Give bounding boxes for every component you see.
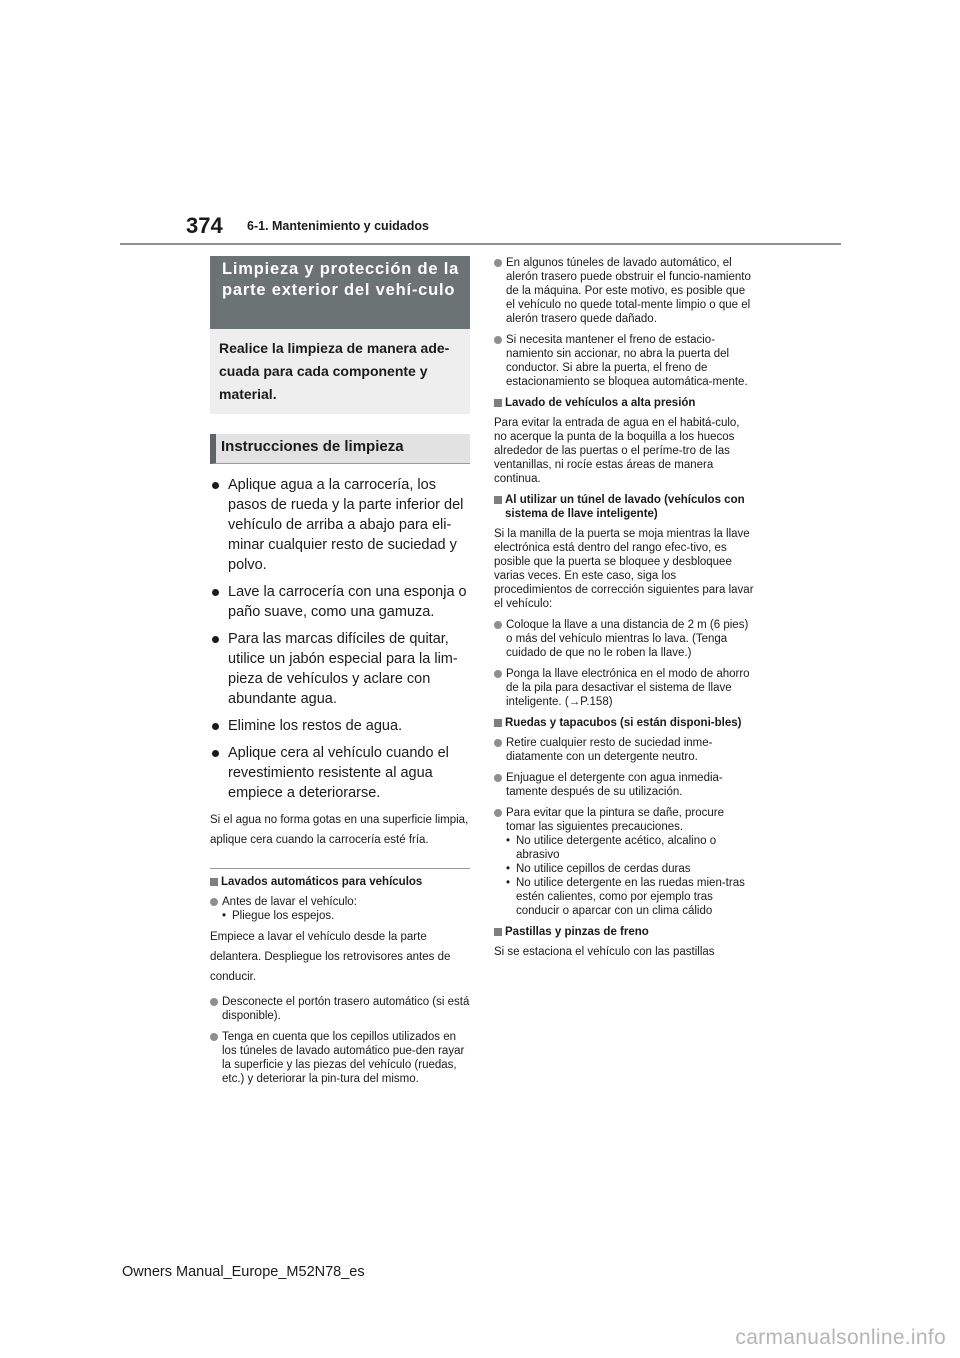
subheading: Instrucciones de limpieza xyxy=(210,434,470,464)
page-number: 374 xyxy=(186,213,223,238)
tunnel-heading: Al utilizar un túnel de lavado (vehículos con sistema de llave inteligente) xyxy=(494,493,754,521)
circle-bullet-icon xyxy=(494,739,502,747)
bullet-icon xyxy=(212,589,219,596)
arrow-right-icon: → xyxy=(568,696,581,708)
left-column xyxy=(210,256,470,1093)
circle-bullet-icon xyxy=(494,774,502,782)
list-item: Elimine los restos de agua. xyxy=(210,716,470,736)
watermark: carmanualsonline.info xyxy=(735,1326,946,1349)
intro-box: Realice la limpieza de manera ade-cuada para cada componente y material. xyxy=(210,329,470,414)
cleaning-steps xyxy=(210,475,470,803)
list-item: Para las marcas difíciles de quitar, utilice un jabón especial para la lim-pieza de vehículos y aclare con abundante agua. xyxy=(210,629,470,709)
wheels-heading: Ruedas y tapacubos (si están disponi-bles) xyxy=(494,716,754,730)
list-item: Aplique agua a la carrocería, los pasos de rueda y la parte inferior del vehículo de arriba a abajo para eli-minar cualquier resto de suciedad y polvo. xyxy=(210,475,470,575)
paragraph: Para evitar la entrada de agua en el habitá-culo, no acerque la punta de la boquilla a los huecos alrededor de las puertas o el períme-tro de las ventanillas, ni rocíe estas áreas de manera continua. xyxy=(494,417,740,485)
right-column xyxy=(494,256,754,966)
paragraph: Empiece a lavar el vehículo desde la parte delantera. Despliegue los retrovisores antes de conducir. xyxy=(210,931,451,983)
section-divider xyxy=(210,868,470,869)
header-divider xyxy=(120,243,841,245)
circle-bullet-icon xyxy=(494,621,502,629)
wax-note: Si el agua no forma gotas en una superficie limpia, aplique cera cuando la carrocería esté fría. xyxy=(210,814,469,846)
dot-bullet-icon: • xyxy=(506,863,511,875)
circle-bullet-icon xyxy=(494,670,502,678)
circle-bullet-icon xyxy=(210,898,218,906)
list-item: Coloque la llave a una distancia de 2 m (6 pies) o más del vehículo mientras lo lava. (Tenga cuidado de que no le roben la llave.) xyxy=(494,618,754,660)
bullet-icon xyxy=(212,723,219,730)
dot-bullet-icon: • xyxy=(222,910,227,922)
list-item: Para evitar que la pintura se dañe, procure tomar las siguientes precauciones. • No utilice detergente acético, alcalino o abrasivo • No utilice cepillos de cerdas duras • No utilice detergente en las ruedas mien-tras estén calientes, como por ejemplo tras conducir o aparcar con un clima cálido xyxy=(494,806,754,918)
square-bullet-icon xyxy=(494,928,502,936)
list-item: Enjuague el detergente con agua inmedia-tamente después de su utilización. xyxy=(494,771,754,799)
circle-bullet-icon xyxy=(210,1033,218,1041)
list-item: Aplique cera al vehículo cuando el revestimiento resistente al agua empiece a deteriorarse. xyxy=(210,743,470,803)
circle-bullet-icon xyxy=(494,259,502,267)
article-title: Limpieza y protección de la parte exterior del vehí-culo xyxy=(210,256,470,329)
auto-wash-heading: Lavados automáticos para vehículos xyxy=(210,875,470,889)
list-item: Retire cualquier resto de suciedad inme-diatamente con un detergente neutro. xyxy=(494,736,754,764)
high-pressure-heading: Lavado de vehículos a alta presión xyxy=(494,396,754,410)
list-item: Si necesita mantener el freno de estacio-namiento sin accionar, no abra la puerta del conductor. Si abre la puerta, el freno de estacionamiento se bloquea automática-mente. xyxy=(494,333,754,389)
page-reference-link[interactable]: P.158 xyxy=(580,696,609,708)
brakes-heading: Pastillas y pinzas de freno xyxy=(494,925,754,939)
paragraph: Si se estaciona el vehículo con las pastillas xyxy=(494,946,715,958)
dot-bullet-icon: • xyxy=(506,835,511,847)
circle-bullet-icon xyxy=(494,809,502,817)
section-title: 6-1. Mantenimiento y cuidados xyxy=(247,219,429,233)
square-bullet-icon xyxy=(494,719,502,727)
square-bullet-icon xyxy=(494,399,502,407)
paragraph: Si la manilla de la puerta se moja mientras la llave electrónica está dentro del rango efec-tivo, es posible que la puerta se bloquee y desbloquee varias veces. En este caso, siga los procedimientos de corrección siguientes para lavar el vehículo: xyxy=(494,528,754,610)
bullet-icon xyxy=(212,750,219,757)
footer-text: Owners Manual_Europe_M52N78_es xyxy=(122,1264,365,1280)
list-item: Lave la carrocería con una esponja o paño suave, como una gamuza. xyxy=(210,582,470,622)
list-item: Desconecte el portón trasero automático (si está disponible). xyxy=(210,995,470,1023)
list-item: Antes de lavar el vehículo: • Pliegue los espejos. xyxy=(210,895,470,923)
circle-bullet-icon xyxy=(210,998,218,1006)
list-item: Tenga en cuenta que los cepillos utilizados en los túneles de lavado automático pue-den rayar la superficie y las piezas del vehículo (ruedas, etc.) y deteriorar la pin-tura del mismo. xyxy=(210,1030,470,1086)
list-item: Ponga la llave electrónica en el modo de ahorro de la pila para desactivar el sistema de llave inteligente. (→P.158) xyxy=(494,667,754,709)
bullet-icon xyxy=(212,482,219,489)
circle-bullet-icon xyxy=(494,336,502,344)
square-bullet-icon xyxy=(494,496,502,504)
list-item: En algunos túneles de lavado automático, el alerón trasero puede obstruir el funcio-namiento de la máquina. Por este motivo, es posible que el vehículo no quede total-mente limpio o que el alerón trasero quede dañado. xyxy=(494,256,754,326)
bullet-icon xyxy=(212,636,219,643)
square-bullet-icon xyxy=(210,878,218,886)
dot-bullet-icon: • xyxy=(506,877,511,889)
